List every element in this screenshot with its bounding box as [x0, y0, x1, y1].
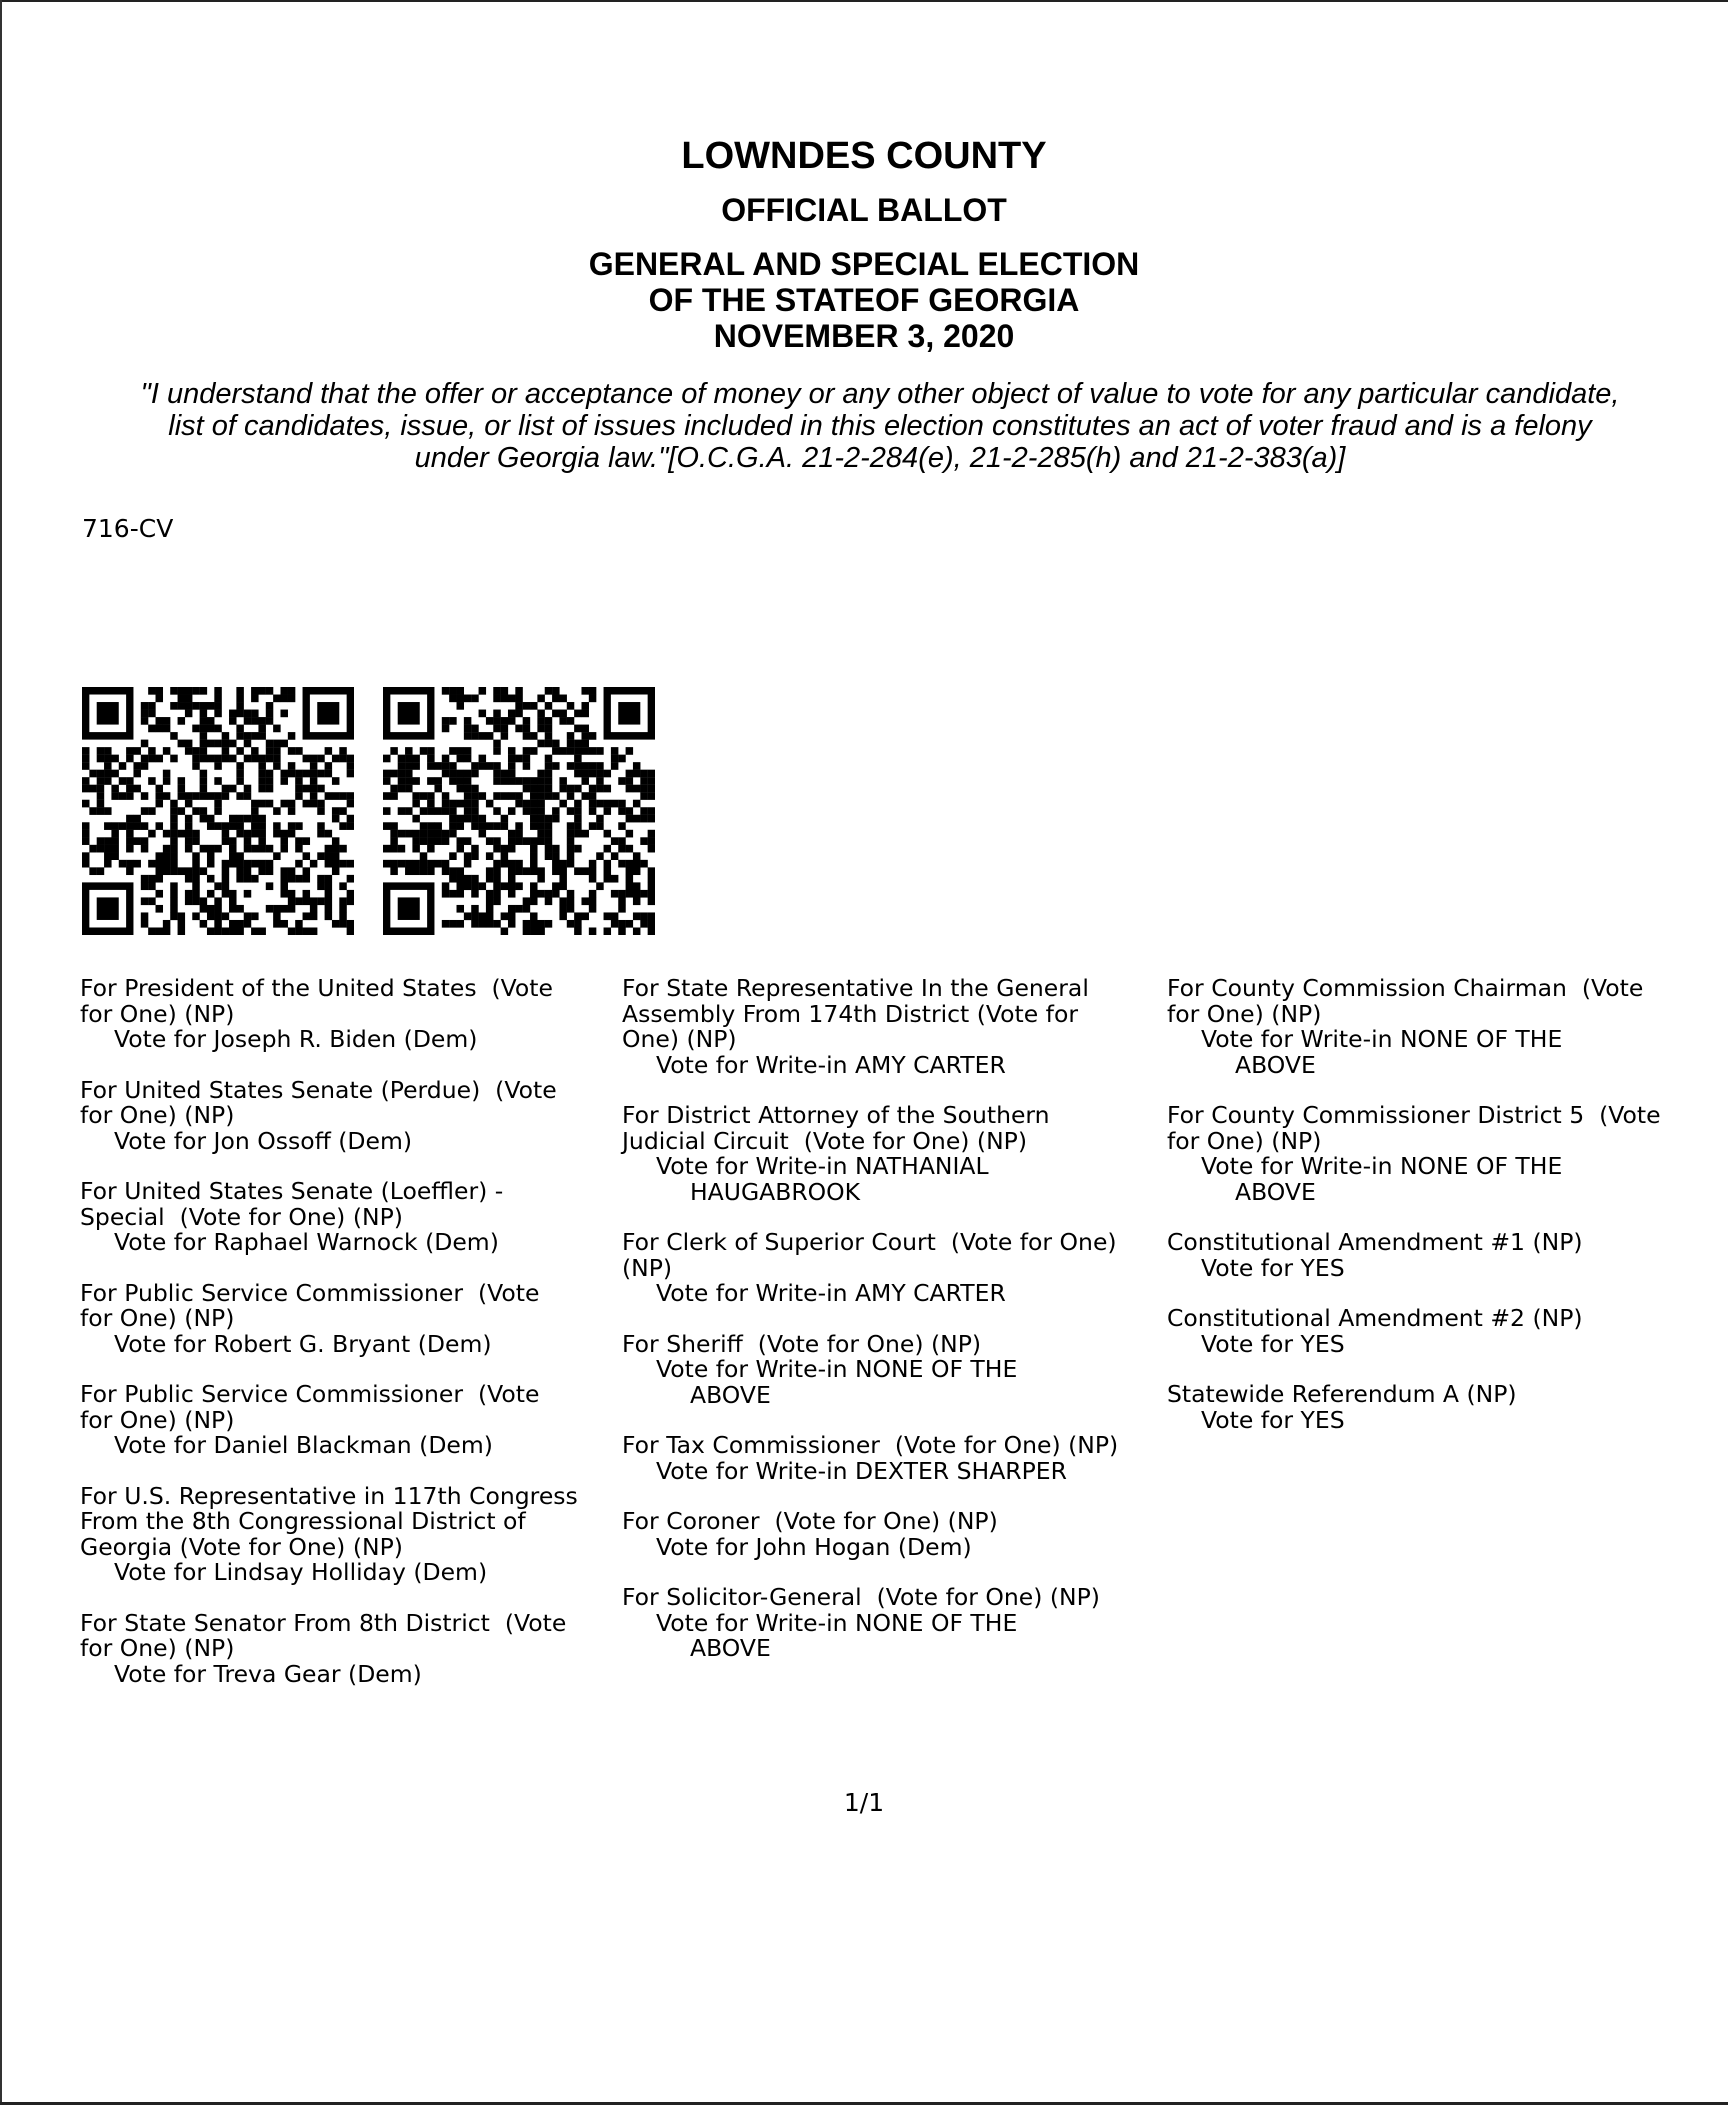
contest-selection — [80, 1027, 620, 1053]
contest-selection — [622, 1456, 1162, 1485]
contest-title: Constitutional Amendment #2 (NP) — [1167, 1304, 1583, 1332]
contest-selection — [80, 1126, 620, 1155]
contest — [622, 1230, 1162, 1307]
contest — [1167, 1306, 1728, 1357]
contest-title: For District Attorney of the Southern Judicial Circuit (Vote for One) (NP) — [622, 1101, 1050, 1155]
selection-text: Vote for Treva Gear (Dem) — [114, 1659, 422, 1688]
contest — [622, 1329, 1162, 1409]
contest-title: For President of the United States (Vote for One) (NP) — [80, 974, 553, 1028]
contest-selection — [80, 1433, 620, 1459]
contest-selection — [622, 1050, 1162, 1079]
selection-text: Vote for YES — [1201, 1253, 1345, 1282]
contest — [622, 1585, 1162, 1662]
contest-title: For U.S. Representative in 117th Congress From the 8th Congressional District of Georgia (Vote for One) (NP) — [80, 1481, 578, 1561]
contest — [80, 1179, 620, 1256]
scan-border-top — [0, 0, 1728, 2]
selection-text: Vote for Write-in NONE OF THE — [1201, 1152, 1563, 1180]
oath-line-1: "I understand that the offer or acceptance of money or any other object of value to vote for any particular candidate, — [140, 378, 1620, 410]
contest-selection — [80, 1230, 620, 1256]
contest-title: For Sheriff (Vote for One) (NP) — [622, 1329, 982, 1358]
selection-text: Vote for Robert G. Bryant (Dem) — [114, 1329, 492, 1358]
contest-title: For State Representative In the General Assembly From 174th District (Vote for One) (NP) — [622, 974, 1089, 1053]
selection-text: Vote for Write-in DEXTER SHARPER — [656, 1456, 1067, 1485]
contest — [1167, 1382, 1728, 1433]
selection-text: Vote for YES — [1201, 1405, 1345, 1434]
contest-title: Statewide Referendum A (NP) — [1167, 1380, 1517, 1408]
contest-title: For Clerk of Superior Court (Vote for One) (NP) — [622, 1228, 1117, 1282]
contest-title: For County Commissioner District 5 (Vote for One) (NP) — [1167, 1101, 1661, 1155]
contest-selection — [622, 1608, 1162, 1662]
selection-text: Vote for Write-in AMY CARTER — [656, 1050, 1006, 1079]
page-number: 1/1 — [843, 1788, 885, 1817]
contest-selection — [1167, 1405, 1728, 1434]
contest-selection — [1167, 1253, 1728, 1282]
contest — [80, 976, 620, 1053]
selection-text: Vote for Write-in AMY CARTER — [656, 1279, 1006, 1307]
contest — [80, 1382, 620, 1459]
contest-title: For Public Service Commissioner (Vote for One) (NP) — [80, 1278, 540, 1332]
contest-title: For Tax Commissioner (Vote for One) (NP) — [622, 1431, 1119, 1459]
contest — [80, 1278, 620, 1358]
contest — [1167, 1103, 1728, 1205]
ballot-header — [0, 130, 1728, 354]
contest-selection — [622, 1532, 1162, 1561]
contest-selection — [1167, 1329, 1728, 1358]
contest-title: For State Senator From 8th District (Vote for One) (NP) — [80, 1608, 567, 1662]
contest-title: For United States Senate (Loeffler) - Special (Vote for One) (NP) — [80, 1177, 504, 1231]
oath-line-3: under Georgia law."[O.C.G.A. 21-2-284(e), 21-2-285(h) and 21-2-383(a)] — [414, 442, 1346, 474]
contest-selection — [622, 1154, 1162, 1205]
contest-column-1 — [80, 976, 620, 1712]
voter-fraud-statement — [80, 378, 1680, 474]
selection-text: Vote for Write-in NONE OF THE — [656, 1355, 1018, 1383]
county-title: LOWNDES COUNTY — [681, 135, 1047, 177]
contest-title: For Public Service Commissioner (Vote for One) (NP) — [80, 1380, 540, 1434]
contest — [80, 1608, 620, 1688]
selection-text: Vote for Write-in NONE OF THE — [656, 1608, 1018, 1637]
contest-selection — [80, 1659, 620, 1688]
election-name-line-2: OF THE STATEOF GEORGIA — [648, 282, 1080, 318]
selection-text: Vote for Lindsay Holliday (Dem) — [114, 1558, 488, 1586]
contest-selection — [1167, 1154, 1728, 1205]
selection-text: Vote for Write-in NONE OF THE — [1201, 1025, 1563, 1053]
selection-text-continued: ABOVE — [690, 1634, 771, 1662]
selection-text: Vote for Jon Ossoff (Dem) — [114, 1126, 413, 1155]
contest — [622, 976, 1162, 1078]
contest-selection — [622, 1281, 1162, 1307]
selection-text: Vote for YES — [1201, 1329, 1345, 1358]
contest — [622, 1433, 1162, 1484]
contest-title: Constitutional Amendment #1 (NP) — [1167, 1228, 1583, 1256]
selection-text-continued: HAUGABROOK — [690, 1177, 861, 1206]
election-name-line-1: GENERAL AND SPECIAL ELECTION — [588, 246, 1140, 282]
selection-text: Vote for Daniel Blackman (Dem) — [114, 1431, 493, 1459]
contest — [80, 1481, 620, 1586]
ballot-style-code: 716-CV — [82, 514, 174, 543]
selection-text-continued: ABOVE — [1235, 1177, 1316, 1206]
scan-border-bottom — [0, 2102, 1728, 2105]
qr-code-1 — [82, 687, 354, 935]
selection-text: Vote for Joseph R. Biden (Dem) — [114, 1025, 478, 1053]
contest-title: For Solicitor-General (Vote for One) (NP) — [622, 1583, 1100, 1611]
selection-text: Vote for Write-in NATHANIAL — [656, 1152, 989, 1180]
selection-text-continued: ABOVE — [1235, 1050, 1316, 1079]
contest — [622, 1509, 1162, 1560]
contest-selection — [1167, 1027, 1728, 1078]
contest-title: For County Commission Chairman (Vote for One) (NP) — [1167, 976, 1644, 1028]
election-date: NOVEMBER 3, 2020 — [713, 318, 1015, 354]
selection-text: Vote for Raphael Warnock (Dem) — [114, 1228, 499, 1256]
contest-column-3 — [1167, 976, 1728, 1458]
contest — [1167, 976, 1728, 1078]
contest-selection — [622, 1357, 1162, 1408]
contest-title: For Coroner (Vote for One) (NP) — [622, 1507, 998, 1535]
contest-selection — [80, 1329, 620, 1358]
contest — [1167, 1230, 1728, 1281]
contest-title: For United States Senate (Perdue) (Vote for One) (NP) — [80, 1075, 557, 1129]
contest-column-2 — [622, 976, 1162, 1687]
selection-text-continued: ABOVE — [690, 1380, 771, 1409]
oath-line-2: list of candidates, issue, or list of issues included in this election constitutes an act of voter fraud and is a felony — [168, 410, 1592, 442]
contest-selection — [80, 1560, 620, 1586]
qr-code-2 — [383, 687, 655, 935]
contest — [80, 1075, 620, 1155]
contest — [622, 1103, 1162, 1205]
ballot-title: OFFICIAL BALLOT — [721, 192, 1007, 228]
selection-text: Vote for John Hogan (Dem) — [656, 1532, 972, 1561]
